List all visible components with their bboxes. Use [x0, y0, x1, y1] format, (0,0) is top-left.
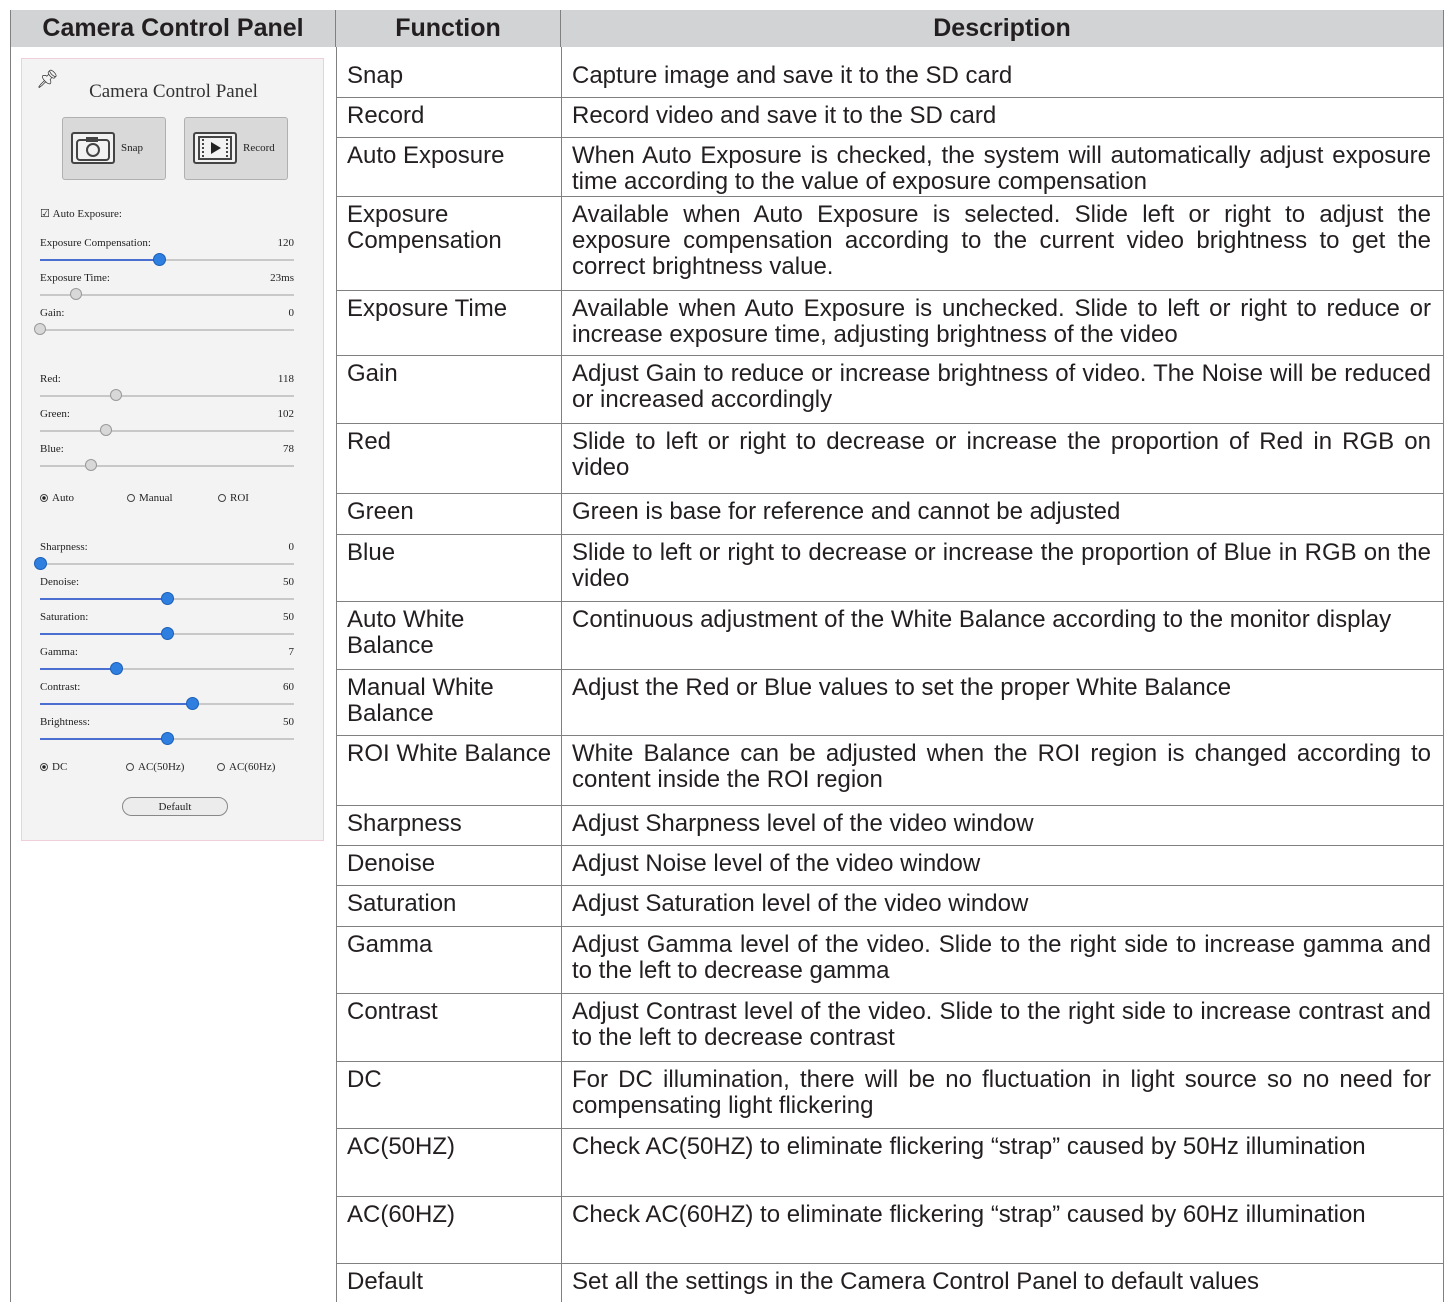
table-row	[336, 846, 1444, 886]
function-cell: Snap	[347, 62, 404, 89]
slider-row	[40, 307, 294, 319]
slider-value: 60	[283, 681, 294, 693]
slider-knob[interactable]	[100, 424, 112, 436]
function-cell: Contrast	[347, 998, 438, 1025]
radio-dc[interactable]: DC	[40, 761, 67, 773]
slider-track[interactable]	[40, 465, 294, 467]
function-cell: Default	[347, 1268, 424, 1295]
slider-knob[interactable]	[34, 557, 47, 570]
camera-control-panel-image	[21, 58, 324, 841]
slider-knob[interactable]	[161, 592, 174, 605]
table-row	[336, 197, 1444, 291]
description-cell: Continuous adjustment of the White Balance according to the monitor display	[572, 606, 1392, 633]
description-cell: Adjust Gamma level of the video. Slide to the right side to increase gamma and to the left to decrease gamma	[572, 931, 1431, 984]
slider-label: Saturation:	[40, 611, 89, 623]
description-cell: Adjust Gain to reduce or increase brightness of video. The Noise will be reduced or increased accordingly	[572, 360, 1431, 413]
slider-value: 50	[283, 716, 294, 728]
slider-label: Brightness:	[40, 716, 91, 728]
description-cell: Slide to left or right to decrease or increase the proportion of Blue in RGB on the video	[572, 539, 1431, 592]
slider-fill	[40, 703, 192, 705]
slider-track[interactable]	[40, 294, 294, 296]
slider-row	[40, 408, 294, 420]
auto-exposure-checkbox[interactable]: ☑ Auto Exposure:	[40, 208, 122, 220]
slider-label: Exposure Time:	[40, 272, 110, 284]
description-cell: Adjust Sharpness level of the video window	[572, 810, 1034, 837]
header-camera-control-panel: Camera Control Panel	[10, 10, 336, 47]
slider-value: 78	[283, 443, 294, 455]
function-cell: Exposure Compensation	[347, 201, 502, 254]
slider-label: Contrast:	[40, 681, 81, 693]
function-cell: Saturation	[347, 890, 457, 917]
description-cell: Adjust the Red or Blue values to set the proper White Balance	[572, 674, 1232, 701]
table-row	[336, 1062, 1444, 1129]
table-row	[336, 291, 1444, 356]
table-row	[336, 535, 1444, 602]
slider-value: 0	[288, 307, 294, 319]
slider-knob[interactable]	[85, 459, 97, 471]
slider-row	[40, 272, 294, 284]
header-function: Function	[336, 10, 561, 47]
slider-track[interactable]	[40, 430, 294, 432]
description-cell: Available when Auto Exposure is selected. Slide left or right to adjust the exposure compensation according to the current video brightness to get the correct brightness value.	[572, 201, 1431, 280]
function-cell: Blue	[347, 539, 396, 566]
description-cell: Slide to left or right to decrease or increase the proportion of Red in RGB on video	[572, 428, 1431, 481]
table-row	[336, 886, 1444, 927]
slider-track[interactable]	[40, 395, 294, 397]
slider-value: 50	[283, 611, 294, 623]
slider-knob[interactable]	[161, 732, 174, 745]
default-button[interactable]: Default	[122, 797, 228, 816]
slider-value: 50	[283, 576, 294, 588]
slider-value: 7	[288, 646, 294, 658]
slider-row	[40, 611, 294, 623]
record-label: Record	[243, 142, 275, 154]
slider-fill	[40, 259, 159, 261]
slider-knob[interactable]	[110, 389, 122, 401]
pin-icon: 📌︎	[36, 69, 59, 89]
slider-value: 120	[277, 237, 294, 249]
slider-row	[40, 237, 294, 249]
function-cell: Denoise	[347, 850, 436, 877]
table-row	[336, 927, 1444, 994]
slider-track[interactable]	[40, 703, 294, 705]
function-cell: Auto Exposure	[347, 142, 505, 169]
slider-track[interactable]	[40, 329, 294, 331]
radio-roi[interactable]: ROI	[218, 492, 249, 504]
table-row	[336, 806, 1444, 846]
slider-row	[40, 541, 294, 553]
slider-track[interactable]	[40, 668, 294, 670]
slider-knob[interactable]	[70, 288, 82, 300]
slider-knob[interactable]	[161, 627, 174, 640]
table-row	[336, 58, 1444, 98]
function-cell: Red	[347, 428, 392, 455]
slider-row	[40, 646, 294, 658]
slider-label: Sharpness:	[40, 541, 88, 553]
panel-title: Camera Control Panel	[89, 81, 258, 102]
slider-knob[interactable]	[110, 662, 123, 675]
slider-knob[interactable]	[153, 253, 166, 266]
function-cell: Auto White Balance	[347, 606, 465, 659]
radio-manual[interactable]: Manual	[127, 492, 173, 504]
slider-row	[40, 373, 294, 385]
slider-value: 118	[277, 373, 294, 385]
radio-ac60[interactable]: AC(60Hz)	[217, 761, 275, 773]
slider-fill	[40, 738, 167, 740]
header-description: Description	[561, 10, 1444, 47]
description-cell: White Balance can be adjusted when the ROI region is changed according to content inside the ROI region	[572, 740, 1431, 793]
slider-label: Denoise:	[40, 576, 80, 588]
slider-label: Gain:	[40, 307, 65, 319]
slider-label: Blue:	[40, 443, 64, 455]
table-row	[336, 494, 1444, 535]
slider-knob[interactable]	[186, 697, 199, 710]
record-button[interactable]	[184, 117, 288, 180]
table-row	[336, 736, 1444, 806]
table-row	[336, 138, 1444, 197]
table-row	[336, 670, 1444, 736]
function-cell: Exposure Time	[347, 295, 508, 322]
radio-auto[interactable]: Auto	[40, 492, 74, 504]
slider-value: 0	[288, 541, 294, 553]
slider-label: Red:	[40, 373, 61, 385]
slider-row	[40, 576, 294, 588]
slider-value: 23ms	[270, 272, 294, 284]
slider-label: Gamma:	[40, 646, 78, 658]
description-cell: When Auto Exposure is checked, the system will automatically adjust exposure time according to the value of exposure compensation	[572, 142, 1431, 195]
table-row	[336, 1197, 1444, 1264]
slider-track[interactable]	[40, 259, 294, 261]
slider-row	[40, 716, 294, 728]
table-row	[336, 356, 1444, 424]
slider-fill	[40, 598, 167, 600]
description-cell: Check AC(60HZ) to eliminate flickering “strap” caused by 60Hz illumination	[572, 1201, 1366, 1228]
function-cell: Green	[347, 498, 414, 525]
description-cell: Set all the settings in the Camera Control Panel to default values	[572, 1268, 1260, 1295]
slider-fill	[40, 668, 116, 670]
slider-track[interactable]	[40, 633, 294, 635]
table-border-left	[10, 47, 11, 1302]
video-icon	[193, 132, 237, 164]
description-cell: Green is base for reference and cannot be adjusted	[572, 498, 1121, 525]
description-cell: For DC illumination, there will be no fluctuation in light source so no need for compensating light flickering	[572, 1066, 1431, 1119]
description-cell: Record video and save it to the SD card	[572, 102, 997, 129]
slider-row	[40, 443, 294, 455]
slider-track[interactable]	[40, 598, 294, 600]
snap-button[interactable]	[62, 117, 166, 180]
slider-track[interactable]	[40, 563, 294, 565]
table-row	[336, 424, 1444, 494]
slider-fill	[40, 633, 167, 635]
camera-icon	[71, 132, 115, 164]
description-cell: Adjust Contrast level of the video. Slide to the right side to increase contrast and to the left to decrease contrast	[572, 998, 1431, 1051]
slider-label: Exposure Compensation:	[40, 237, 151, 249]
function-cell: Gamma	[347, 931, 433, 958]
function-cell: AC(60HZ)	[347, 1201, 456, 1228]
function-cell: DC	[347, 1066, 382, 1093]
function-cell: Sharpness	[347, 810, 462, 837]
function-cell: Gain	[347, 360, 398, 387]
description-cell: Adjust Saturation level of the video window	[572, 890, 1029, 917]
function-cell: Record	[347, 102, 425, 129]
function-cell: ROI White Balance	[347, 740, 552, 767]
slider-label: Green:	[40, 408, 70, 420]
slider-row	[40, 681, 294, 693]
radio-ac50[interactable]: AC(50Hz)	[126, 761, 184, 773]
function-cell: AC(50HZ)	[347, 1133, 456, 1160]
snap-label: Snap	[121, 142, 143, 154]
description-cell: Adjust Noise level of the video window	[572, 850, 981, 877]
slider-knob[interactable]	[34, 323, 46, 335]
function-cell: Manual White Balance	[347, 674, 494, 727]
table-row	[336, 602, 1444, 670]
table-row	[336, 98, 1444, 138]
description-cell: Check AC(50HZ) to eliminate flickering “strap” caused by 50Hz illumination	[572, 1133, 1366, 1160]
slider-value: 102	[277, 408, 294, 420]
slider-track[interactable]	[40, 738, 294, 740]
description-cell: Available when Auto Exposure is unchecked. Slide to left or right to reduce or increase exposure time, adjusting brightness of the video	[572, 295, 1431, 348]
table-row	[336, 1264, 1444, 1302]
table-row	[336, 994, 1444, 1062]
description-cell: Capture image and save it to the SD card	[572, 62, 1013, 89]
auto-exposure-label: Auto Exposure:	[52, 208, 122, 220]
table-row	[336, 1129, 1444, 1197]
